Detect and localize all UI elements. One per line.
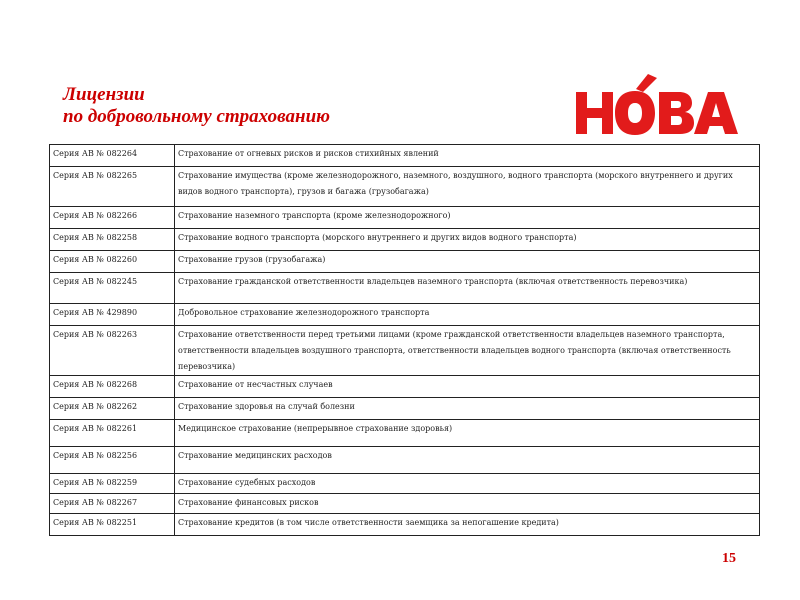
table-row <box>50 514 760 536</box>
license-series-cell: Серия АВ № 082262 <box>50 398 175 420</box>
license-series-cell: Серия АВ № 429890 <box>50 304 175 326</box>
license-series-cell: Серия АВ № 082268 <box>50 376 175 398</box>
table-row <box>50 398 760 420</box>
table-row <box>50 145 760 167</box>
table-row <box>50 273 760 304</box>
license-description-cell: Страхование имущества (кроме железнодорожного, наземного, воздушного, водного транспорта (морского внутреннего и других видов водного транспорта), грузов и багажа (грузобагажа) <box>175 167 760 207</box>
company-logo <box>575 72 751 138</box>
page-title-line1: Лицензии <box>63 84 145 105</box>
license-series-cell: Серия АВ № 082263 <box>50 326 175 376</box>
license-description-cell: Страхование кредитов (в том числе ответственности заемщика за непогашение кредита) <box>175 514 760 536</box>
page-title <box>63 84 330 128</box>
table-row <box>50 229 760 251</box>
license-description-cell: Добровольное страхование железнодорожного транспорта <box>175 304 760 326</box>
table-row <box>50 420 760 447</box>
license-description-cell: Медицинское страхование (непрерывное страхование здоровья) <box>175 420 760 447</box>
license-series-cell: Серия АВ № 082259 <box>50 474 175 494</box>
license-series-cell: Серия АВ № 082260 <box>50 251 175 273</box>
page-title-line2: по добровольному страхованию <box>63 106 331 127</box>
page-number: 15 <box>722 551 736 566</box>
license-description-cell: Страхование финансовых рисков <box>175 494 760 514</box>
license-series-cell: Серия АВ № 082245 <box>50 273 175 304</box>
license-description-cell: Страхование гражданской ответственности владельцев наземного транспорта (включая ответственность перевозчика) <box>175 273 760 304</box>
license-description-cell: Страхование водного транспорта (морского внутреннего и других видов водного транспорта) <box>175 229 760 251</box>
table-row <box>50 326 760 376</box>
license-series-cell: Серия АВ № 082265 <box>50 167 175 207</box>
table-row <box>50 376 760 398</box>
license-series-cell: Серия АВ № 082266 <box>50 207 175 229</box>
table-row <box>50 251 760 273</box>
table-row <box>50 167 760 207</box>
licenses-table <box>49 144 760 536</box>
license-description-cell: Страхование от огневых рисков и рисков стихийных явлений <box>175 145 760 167</box>
license-description-cell: Страхование медицинских расходов <box>175 447 760 474</box>
table-row <box>50 494 760 514</box>
license-description-cell: Страхование судебных расходов <box>175 474 760 494</box>
license-description-cell: Страхование ответственности перед третьими лицами (кроме гражданской ответственности владельцев наземного транспорта, ответственности владельцев воздушного транспорта, ответственности владельцев водного транспорта (включая ответственность перевозчика) <box>175 326 760 376</box>
license-description-cell: Страхование наземного транспорта (кроме железнодорожного) <box>175 207 760 229</box>
table-row <box>50 207 760 229</box>
license-series-cell: Серия АВ № 082251 <box>50 514 175 536</box>
license-series-cell: Серия АВ № 082264 <box>50 145 175 167</box>
table-row <box>50 304 760 326</box>
table-row <box>50 474 760 494</box>
table-row <box>50 447 760 474</box>
license-description-cell: Страхование от несчастных случаев <box>175 376 760 398</box>
license-series-cell: Серия АВ № 082258 <box>50 229 175 251</box>
license-description-cell: Страхование здоровья на случай болезни <box>175 398 760 420</box>
license-series-cell: Серия АВ № 082261 <box>50 420 175 447</box>
license-series-cell: Серия АВ № 082267 <box>50 494 175 514</box>
license-series-cell: Серия АВ № 082256 <box>50 447 175 474</box>
license-description-cell: Страхование грузов (грузобагажа) <box>175 251 760 273</box>
